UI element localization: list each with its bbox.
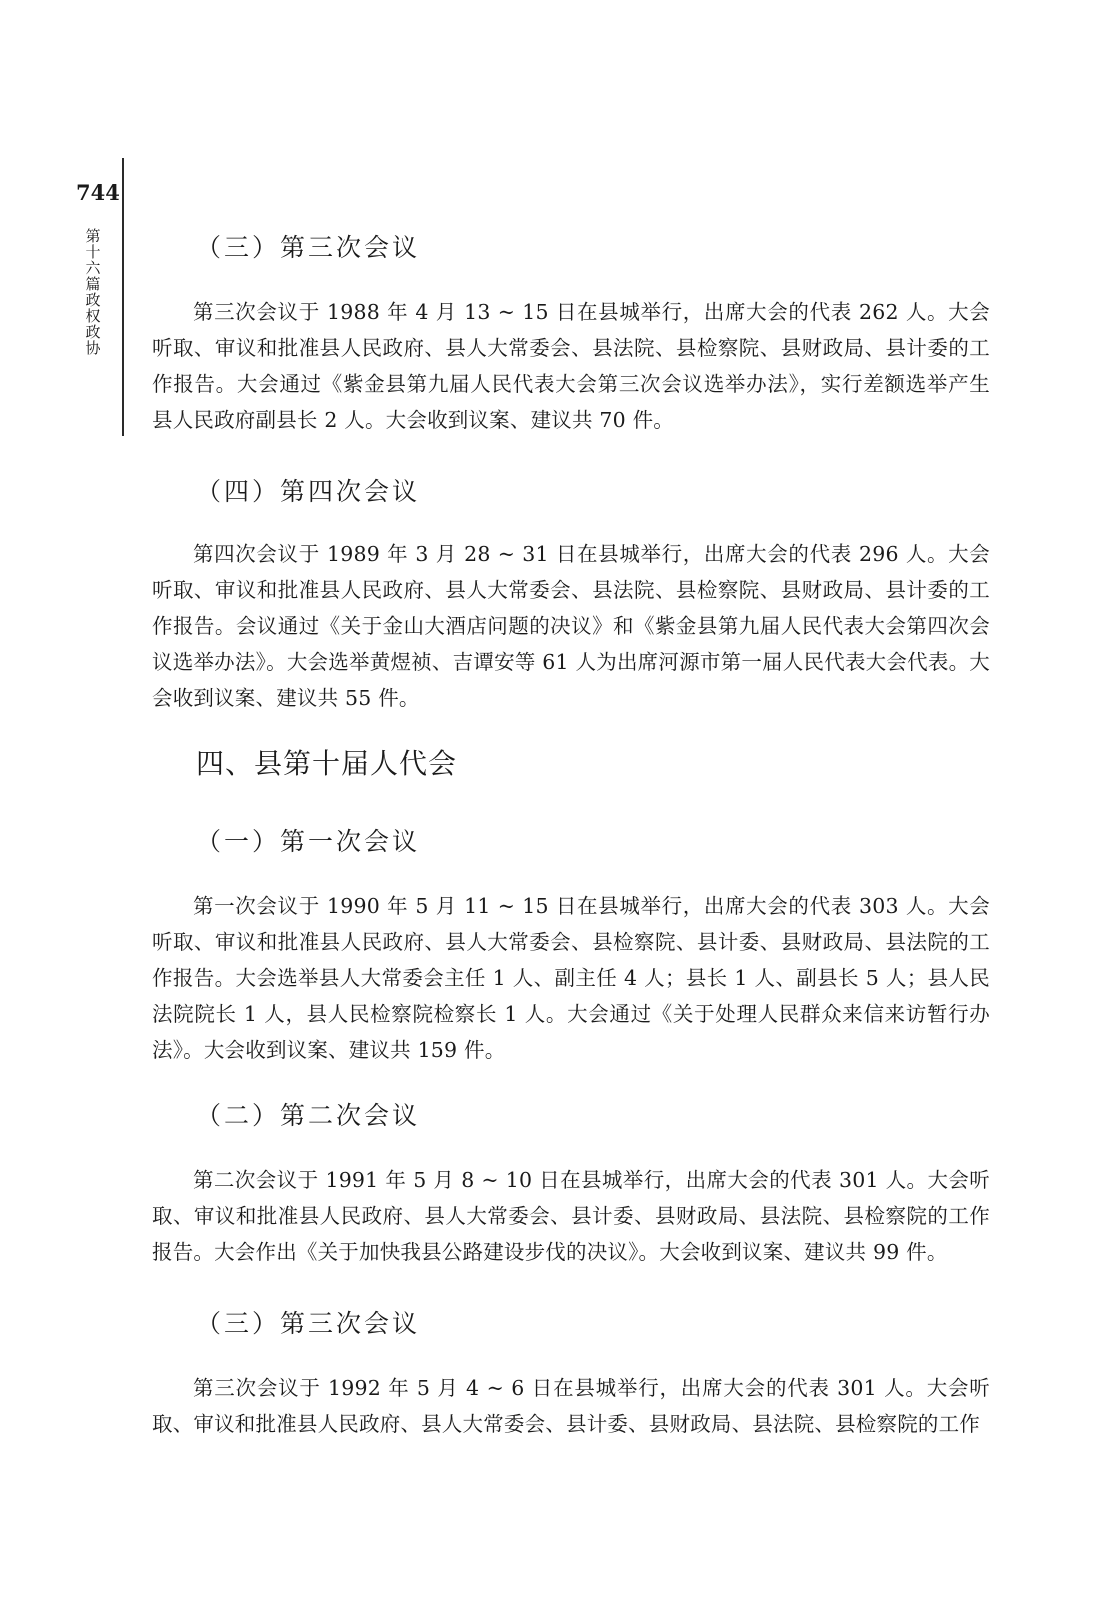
section-paragraph: 第二次会议于 1991 年 5 月 8 ~ 10 日在县城举行，出席大会的代表 301 人。大会听取、审议和批准县人民政府、县人大常委会、县计委、县财政局、县法院、县检察院的工作报告。大会作出《关于加快我县公路建设步伐的决议》。大会收到议案、建议共 99 件。 — [152, 1168, 990, 1264]
section-heading: （一）第一次会议 — [196, 827, 421, 856]
section-heading: （三）第三次会议 — [196, 233, 421, 262]
side-chapter-label: 第十六篇 政权 政协 — [85, 227, 101, 357]
side-rule — [122, 158, 124, 436]
section-heading: （四）第四次会议 — [196, 477, 421, 506]
section-heading: （三）第三次会议 — [196, 1309, 421, 1338]
section-paragraph: 第三次会议于 1988 年 4 月 13 ~ 15 日在县城举行，出席大会的代表 262 人。大会听取、审议和批准县人民政府、县人大常委会、县法院、县检察院、县财政局、县计委的工作报告。大会通过《紫金县第九届人民代表大会第三次会议选举办法》，实行差额选举产生县人民政府副县长 2 人。大会收到议案、建议共 70 件。 — [152, 300, 990, 432]
section-paragraph: 第一次会议于 1990 年 5 月 11 ~ 15 日在县城举行，出席大会的代表 303 人。大会听取、审议和批准县人民政府、县人大常委会、县检察院、县计委、县财政局、县法院的工作报告。大会选举县人大常委会主任 1 人、副主任 4 人；县长 1 人、副县长 5 人；县人民法院院长 1 人，县人民检察院检察长 1 人。大会通过《关于处理人民群众来信来访暂行办法》。大会收到议案、建议共 159 件。 — [152, 894, 990, 1062]
section-heading: （二）第二次会议 — [196, 1101, 421, 1130]
section-paragraph: 第三次会议于 1992 年 5 月 4 ~ 6 日在县城举行，出席大会的代表 301 人。大会听取、审议和批准县人民政府、县人大常委会、县计委、县财政局、县法院、县检察院的工作 — [152, 1376, 990, 1436]
page-number: 744 — [76, 180, 120, 205]
section-paragraph: 第四次会议于 1989 年 3 月 28 ~ 31 日在县城举行，出席大会的代表 296 人。大会听取、审议和批准县人民政府、县人大常委会、县法院、县检察院、县财政局、县计委的工作报告。会议通过《关于金山大酒店问题的决议》和《紫金县第九届人民代表大会第四次会议选举办法》。大会选举黄煜祯、吉谭安等 61 人为出席河源市第一届人民代表大会代表。大会收到议案、建议共 55 件。 — [152, 542, 990, 710]
chapter-heading: 四、县第十届人代会 — [196, 747, 458, 780]
